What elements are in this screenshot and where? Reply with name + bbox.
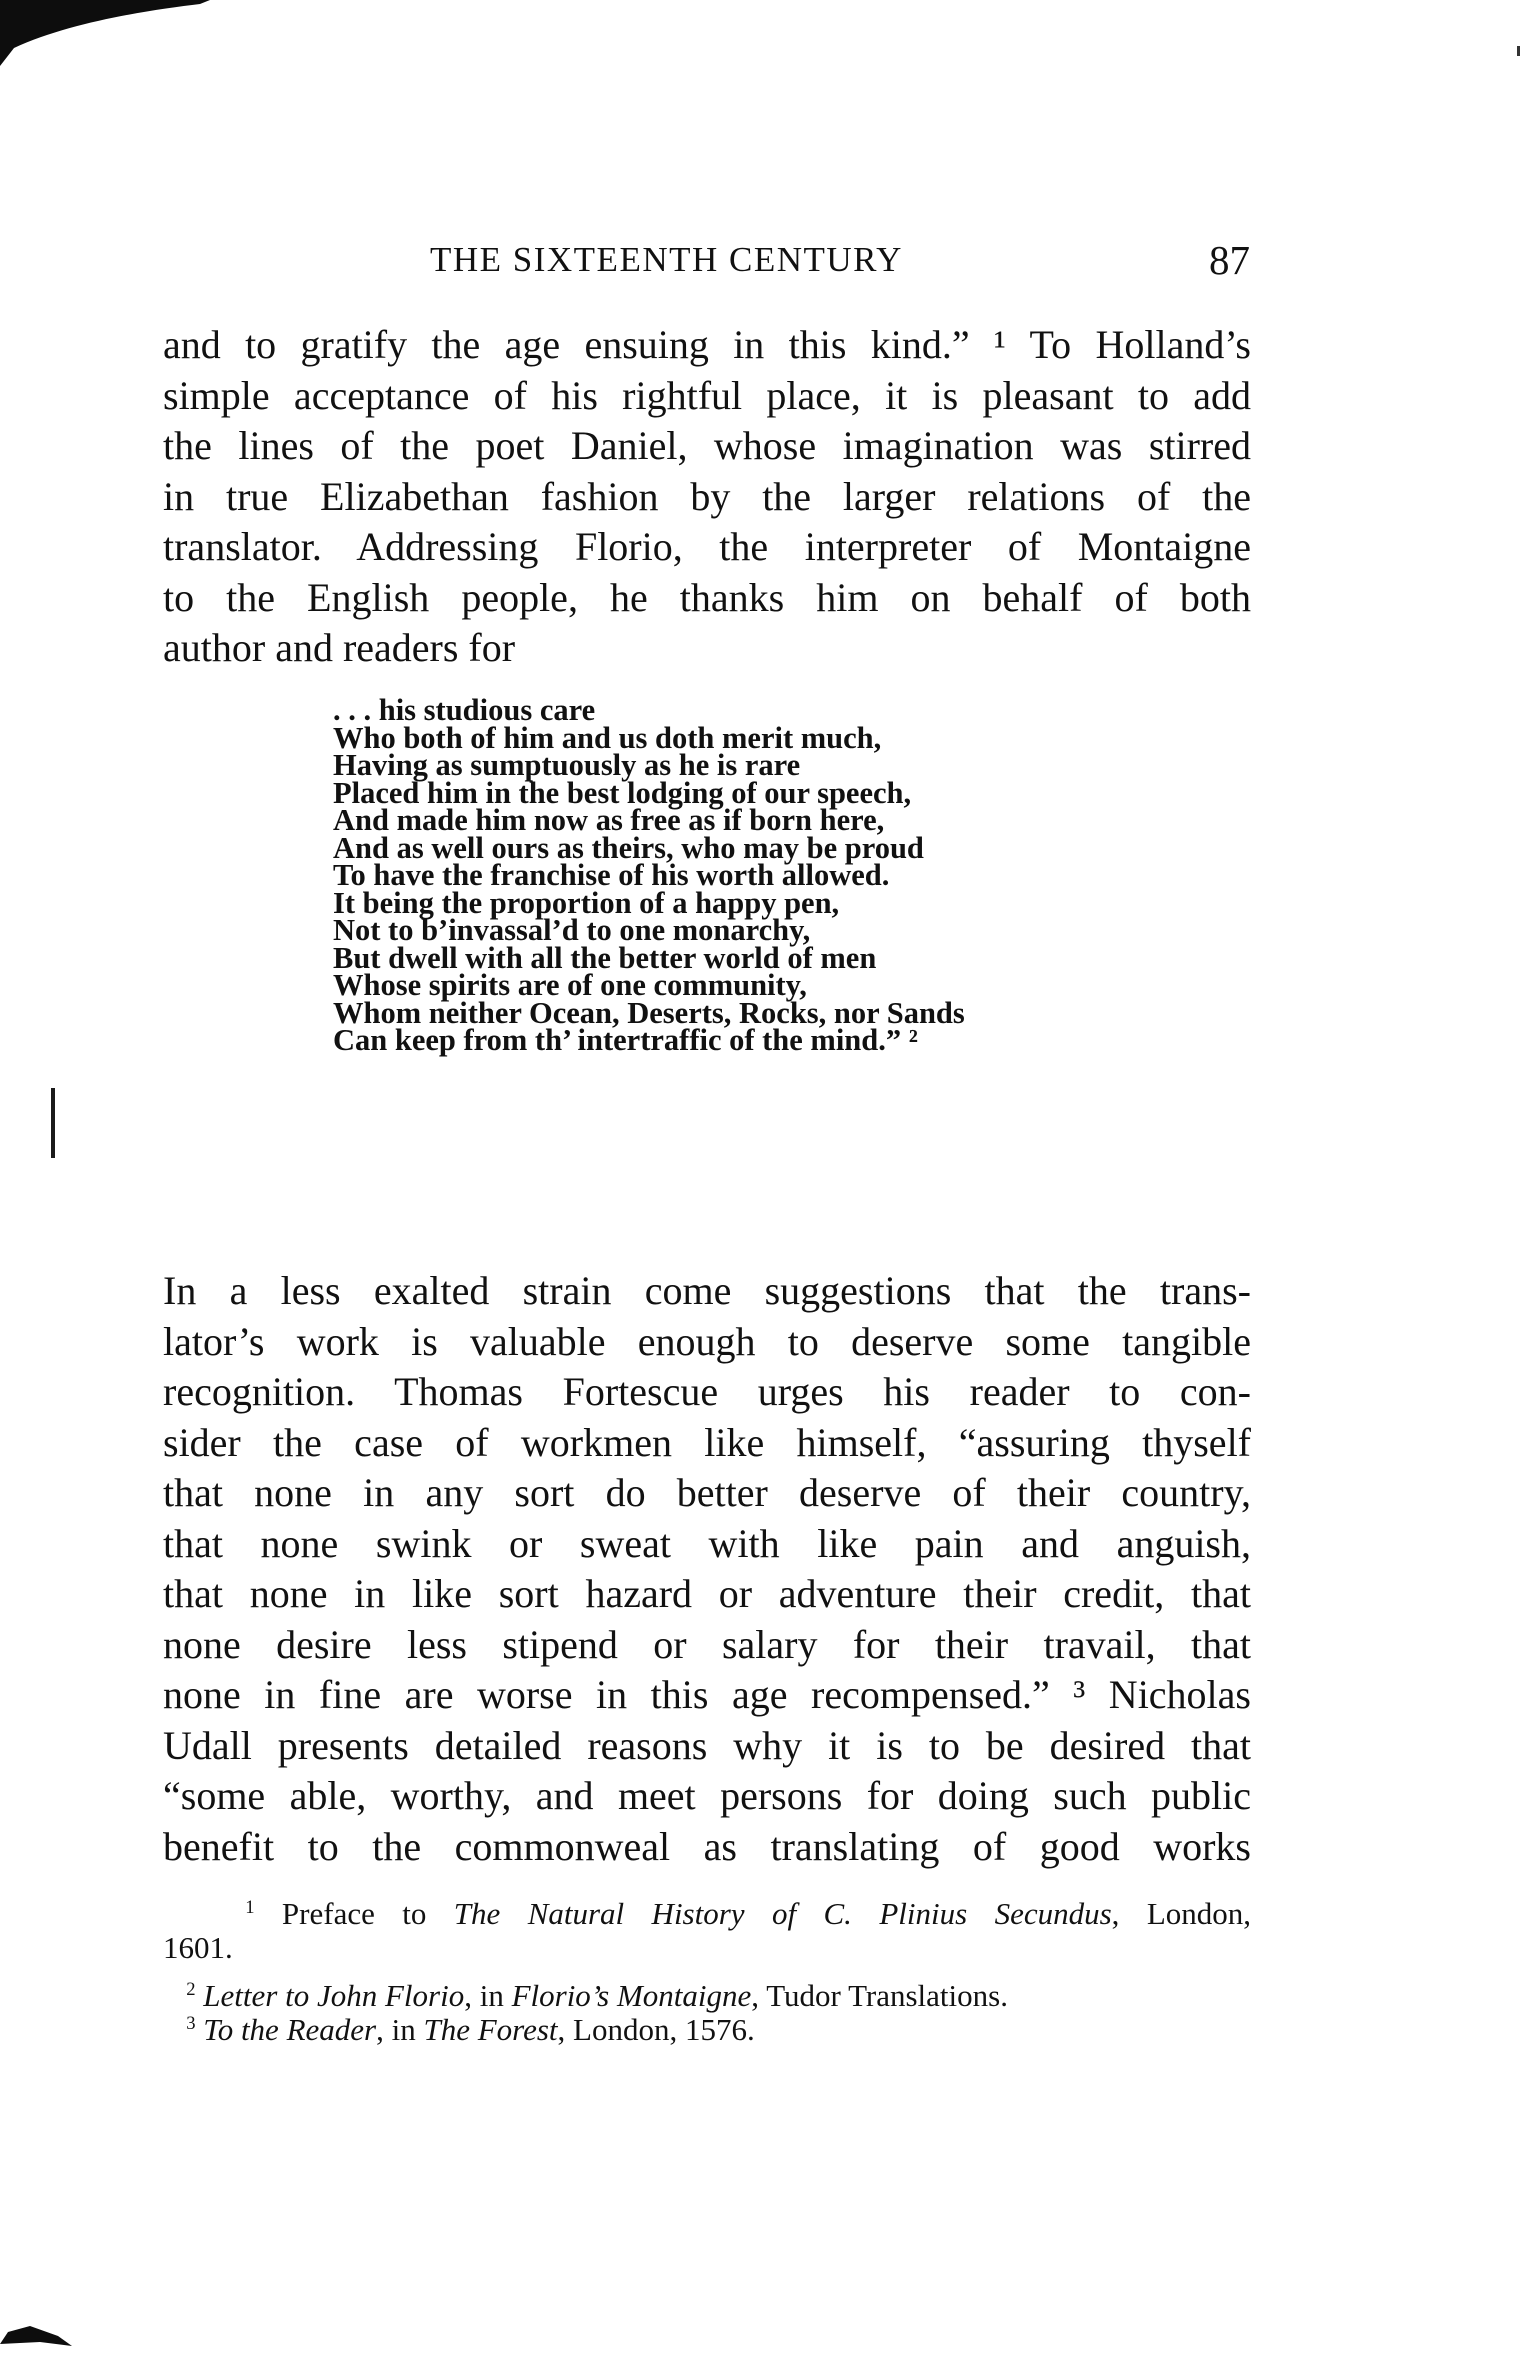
verse-line: And made him now as free as if born here, [333, 803, 885, 837]
footnote-prefix: Preface to [281, 1896, 454, 1931]
footnote-suffix: , London, 1576. [557, 2012, 755, 2047]
verse-line: Placed him in the best lodging of our speech, [333, 775, 912, 810]
running-head [430, 237, 1250, 290]
paragraph-line: recognition. Thomas Fortescue urges his reader to con- [163, 1369, 1251, 1414]
footnote-suffix: , London, [1111, 1896, 1251, 1931]
verse-line: To have the franchise of his worth allowed. [333, 858, 890, 892]
verse-line: But dwell with all the better world of men [333, 940, 877, 975]
footnote-middle: , in [376, 2012, 424, 2047]
scan-corner-mark-top [0, 0, 210, 70]
paragraph-line: that none swink or sweat with like pain and anguish, [163, 1520, 1251, 1566]
paragraph-line: simple acceptance of his rightful place, it is pleasant to add [163, 372, 1251, 418]
footnote-title: Letter to John Florio [203, 1978, 465, 2013]
paragraph-line: to the English people, he thanks him on behalf of both [163, 574, 1251, 620]
verse-quotation [333, 693, 965, 1057]
paragraph-line: in true Elizabethan fashion by the larger relations of the [163, 473, 1251, 519]
footnote-middle: , in [464, 1978, 512, 2013]
paragraph-line: sider the case of workmen like himself, “assuring thyself [163, 1419, 1251, 1465]
verse-line: Not to b’invassal’d to one monarchy, [333, 913, 811, 947]
scan-corner-mark-bottom [0, 2318, 80, 2348]
paragraph-2 [163, 1266, 1251, 1872]
verse-line: It being the proportion of a happy pen, [333, 885, 840, 920]
paragraph-1 [163, 320, 1251, 674]
verse-line: Having as sumptuously as he is rare [333, 748, 801, 782]
footnote-suffix: , Tudor Translations. [751, 1978, 1008, 2013]
paragraph-line: author and readers for [163, 625, 516, 670]
running-title: THE SIXTEENTH CENTURY [430, 240, 903, 279]
verse-line: Can keep from th’ intertraffic of the mind.” ² [333, 1023, 918, 1057]
paragraph-line: lator’s work is valuable enough to deserve some tangible [163, 1318, 1251, 1364]
footnote-title-2: Florio’s Montaigne [511, 1978, 752, 2013]
verse-line: . . . his studious care [333, 693, 596, 727]
page-number: 87 [1209, 237, 1250, 283]
verse-line: And as well ours as theirs, who may be proud [333, 830, 924, 865]
paragraph-line: none in fine are worse in this age recompensed.” ³ Nicholas [163, 1672, 1251, 1717]
verse-line: Whose spirits are of one community, [333, 968, 807, 1002]
footnote-title-2: The Forest [423, 2012, 558, 2047]
footnote-title: The Natural History of C. Plinius Secundus [453, 1896, 1112, 1931]
paragraph-line: Udall presents detailed reasons why it is to be desired that [163, 1722, 1251, 1768]
paragraph-line: the lines of the poet Daniel, whose imagination was stirred [163, 423, 1251, 468]
verse-line: Who both of him and us doth merit much, [333, 720, 882, 755]
paragraph-line: that none in any sort do better deserve of their country, [163, 1470, 1251, 1515]
paragraph-line: benefit to the commonweal as translating of good works [163, 1823, 1251, 1869]
footnote-1 [163, 1897, 1251, 1965]
footnote-1-text [163, 1897, 1251, 1931]
paragraph-line: “some able, worthy, and meet persons for doing such public [163, 1773, 1251, 1818]
paragraph-line: and to gratify the age ensuing in this kind.” ¹ To Holland’s [163, 322, 1251, 367]
verse-line: Whom neither Ocean, Deserts, Rocks, nor Sands [333, 995, 965, 1030]
footnote-2 [163, 1979, 1251, 2013]
paragraph-line: that none in like sort hazard or adventure their credit, that [163, 1571, 1251, 1616]
footnote-title: To the Reader [203, 2012, 377, 2047]
footnotes [163, 1897, 1251, 2047]
paragraph-line: translator. Addressing Florio, the interpreter of Montaigne [163, 524, 1251, 569]
scan-edge-speck [1517, 46, 1520, 56]
paragraph-line: In a less exalted strain come suggestions that the trans- [163, 1268, 1251, 1313]
footnote-continuation: 1601. [163, 1930, 233, 1965]
footnote-mark: 3 [186, 2012, 196, 2034]
footnote-3 [163, 2013, 1251, 2047]
footnote-mark: 2 [186, 1978, 196, 2000]
paragraph-line: none desire less stipend or salary for their travail, that [163, 1621, 1251, 1667]
margin-rule-mark [51, 1088, 55, 1158]
footnote-mark: 1 [245, 1896, 255, 1918]
